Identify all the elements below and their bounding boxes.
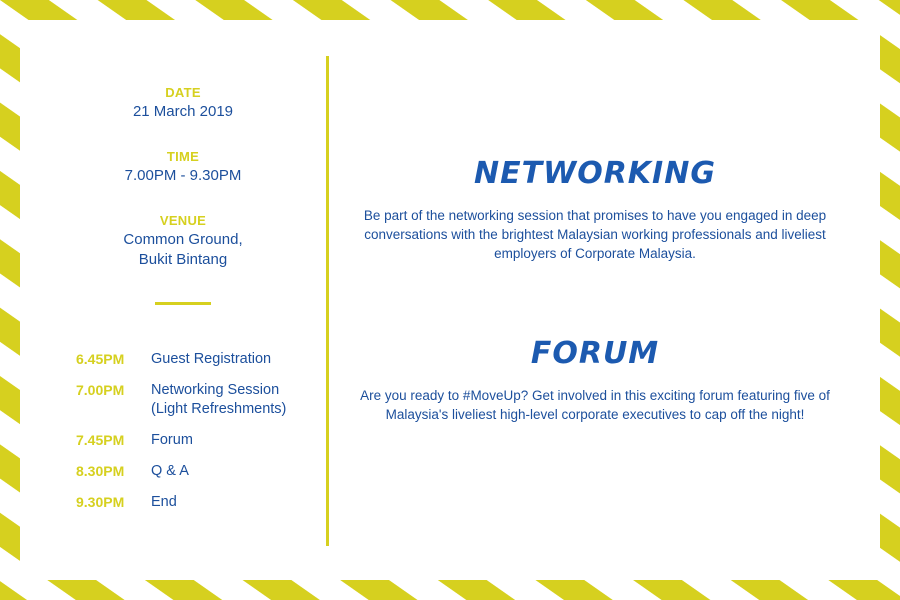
time-value: 7.00PM - 9.30PM	[124, 167, 242, 184]
networking-description: Be part of the networking session that promises to have you engaged in deep conversations with the brightest Malaysian working professionals and liveliest employers of Corporate Malaysia.	[363, 208, 827, 261]
schedule-row	[76, 462, 326, 481]
schedule-time: 7.00PM	[76, 382, 125, 398]
forum-section	[350, 336, 840, 424]
date-block	[60, 84, 306, 122]
schedule-time: 6.45PM	[76, 351, 125, 367]
time-label: TIME	[166, 149, 200, 164]
schedule-row	[76, 493, 326, 512]
schedule-event: Forum	[151, 432, 193, 448]
column-divider	[326, 56, 329, 546]
schedule-row	[76, 431, 326, 450]
schedule-event-group	[151, 381, 286, 419]
schedule-row	[76, 350, 326, 369]
schedule-event: End	[151, 494, 177, 510]
forum-description: Are you ready to #MoveUp? Get involved in this exciting forum featuring five of Malaysia's liveliest high-level corporate executives to cap off the night!	[360, 388, 830, 422]
schedule-event: Guest Registration	[151, 351, 272, 367]
schedule-event: Q & A	[151, 463, 189, 479]
venue-line1: Common Ground,	[123, 231, 243, 248]
section-rule	[155, 302, 211, 305]
event-details	[60, 84, 306, 296]
time-block	[60, 148, 306, 186]
schedule-time: 8.30PM	[76, 463, 125, 479]
schedule-event-detail: (Light Refreshments)	[151, 401, 287, 417]
networking-section	[350, 156, 840, 263]
date-value: 21 March 2019	[132, 103, 234, 120]
networking-title: NETWORKING	[474, 156, 716, 191]
schedule-list	[76, 350, 326, 524]
forum-title: FORUM	[530, 336, 660, 371]
schedule-row	[76, 381, 326, 419]
schedule-time: 9.30PM	[76, 494, 125, 510]
venue-block	[60, 212, 306, 270]
schedule-time: 7.45PM	[76, 432, 125, 448]
venue-label: VENUE	[159, 213, 207, 228]
venue-line2: Bukit Bintang	[138, 251, 228, 268]
date-label: DATE	[165, 85, 201, 100]
schedule-event: Networking Session	[151, 382, 280, 398]
